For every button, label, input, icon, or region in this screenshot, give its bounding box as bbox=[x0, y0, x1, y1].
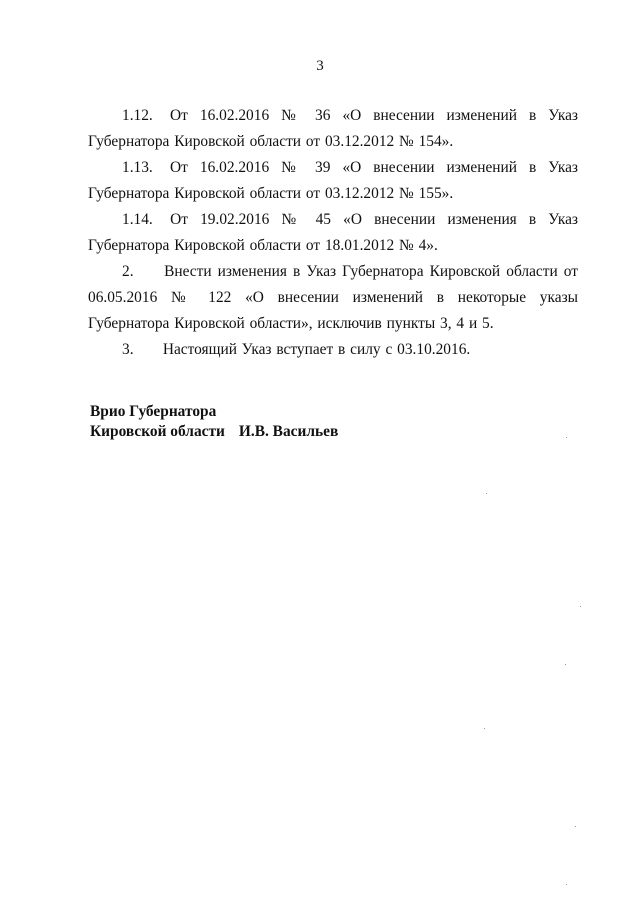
signer-region: Кировской области bbox=[90, 423, 225, 440]
paragraph-3 bbox=[88, 337, 578, 363]
scan-speck bbox=[566, 437, 567, 438]
page-number: 3 bbox=[316, 58, 324, 74]
scan-speck bbox=[580, 606, 581, 607]
paragraph-number: 1.14. bbox=[122, 211, 153, 228]
paragraph-number: 1.13. bbox=[122, 159, 153, 176]
scan-speck bbox=[565, 664, 566, 665]
document-body bbox=[88, 103, 578, 363]
signer-name: И.В. Васильев bbox=[238, 423, 339, 440]
paragraph-number: 3. bbox=[122, 341, 134, 358]
signature-block bbox=[90, 402, 338, 442]
paragraph-text: Настоящий Указ вступает в силу с 03.10.2016. bbox=[162, 341, 471, 358]
signer-position-line2 bbox=[90, 422, 338, 442]
scan-speck bbox=[486, 493, 487, 494]
scan-speck bbox=[484, 728, 485, 729]
paragraph-2 bbox=[88, 259, 578, 337]
paragraph-number: 2. bbox=[122, 263, 134, 280]
paragraph-1-13 bbox=[88, 155, 578, 207]
paragraph-text: Внести изменения в Указ Губернатора Кировской области от 06.05.2016 № 122 «О внесении изменений в некоторые указы Губернатора Кировской области», исключив пункты 3, 4 и 5. bbox=[88, 263, 578, 332]
scan-speck bbox=[575, 826, 576, 827]
paragraph-text: От 19.02.2016 № 45 «О внесении изменения в Указ Губернатора Кировской области от 18.01.2012 № 4». bbox=[88, 211, 578, 254]
paragraph-text: От 16.02.2016 № 36 «О внесении изменений в Указ Губернатора Кировской области от 03.12.2012 № 154». bbox=[88, 107, 579, 150]
paragraph-1-12 bbox=[88, 103, 578, 155]
paragraph-text: От 16.02.2016 № 39 «О внесении изменений в Указ Губернатора Кировской области от 03.12.2012 № 155». bbox=[88, 159, 579, 202]
scan-speck bbox=[566, 884, 567, 885]
paragraph-number: 1.12. bbox=[122, 107, 153, 124]
paragraph-1-14 bbox=[88, 207, 578, 259]
signer-position-line1: Врио Губернатора bbox=[90, 403, 217, 420]
